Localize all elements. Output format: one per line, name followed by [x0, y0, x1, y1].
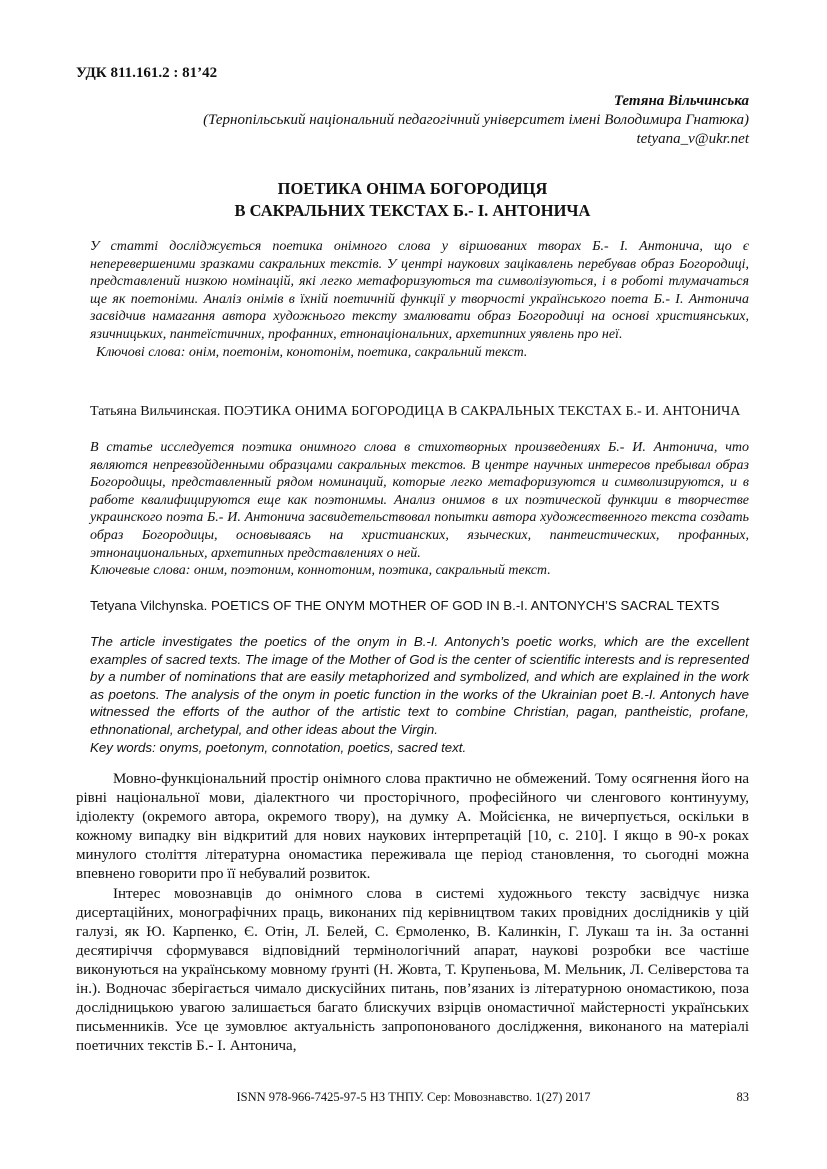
page-number: 83 — [736, 1090, 749, 1104]
keywords-ru: Ключевые слова: оним, поэтоним, коннотоним, поэтика, сакральный текст. — [90, 563, 551, 579]
author-affiliation: (Тернопільський національний педагогічний університет імені Володимира Гнатюка) — [203, 112, 749, 128]
abstract-english — [90, 633, 749, 756]
abstract-en-heading: Tetyana Vilchynska. POETICS OF THE ONYM MOTHER OF GOD IN B.-I. ANTONYCH’S SACRAL TEXTS — [90, 598, 720, 613]
abstract-russian — [90, 439, 749, 580]
article-title — [76, 178, 749, 222]
body-paragraph-2: Інтерес мовознавців до онімного слова в системі художнього тексту засвідчує низка дисертаційних, монографічних праць, виконаних під керівництвом таких провідних дослідників у цій галузі, як Ю. Карпенко, Є. Отін, Л. Белей, С. Єрмоленко, В. Калинкін, Г. Лукаш та ін. За останні десятиріччя сформувався відповідний термінологічний апарат, наукові розробки все частіше виконуються на українському мовному ґрунті (Н. Жовта, Т. Крупеньова, М. Мельник, Л. Селіверстова та ін.). Водночас зберігається чимало дискусійних питань, пов’язаних із літературною ономастикою, поза дослідницькою увагою залишається багато блискучих взірців ономастичної майстерності українських письменників. Усе це зумовлює актуальність запропонованого дослідження, виконаного на матеріалі поетичних текстів Б.- І. Антонича, — [76, 885, 749, 1055]
abstract-ru-heading: Татьяна Вильчинская. ПОЭТИКА ОНИМА БОГОРОДИЦА В САКРАЛЬНЫХ ТЕКСТАХ Б.- И. АНТОНИЧА — [90, 404, 741, 419]
abstract-ru-text: В статье исследуется поэтика онимного слова в стихотворных произведениях Б.- И. Антонича, что являются непревзойденными образцами сакральных текстов. В центре научных интересов пребывал образ Богородицы, представленный рядом номинаций, которые легко метафоризуются и символизируются, и в работе квалифицируются еще как поэтонимы. Анализ онимов в их поэтической функции в творчестве украинского поэта Б.- И. Антонича засвидетельствовал попытки автора художественного текста создать образ Богородицы, основываясь на христианских, языческих, пантеистических, профанных, этнонациональных, архетипных представлениях о ней. — [90, 440, 749, 561]
abstract-uk-text: У статті досліджується поетика онімного слова у віршованих творах Б.- І. Антонича, що є неперевершеними зразками сакральних текстів. У центрі наукових зацікавлень перебував образ Богородиці, представлений низкою номінацій, які легко метафоризуються та символізуються, і в роботі тлумачаться ще як поетоніми. Аналіз онімів в їхній поетичній функції у творчості українського поета Б.- І. Антонича засвідчив намагання автора художнього тексту змалювати образ Богородиці на основі християнських, язичницьких, пантеїстичних, профанних, етнонаціональних, архетипних уявлень про неї. — [90, 239, 749, 342]
page-footer — [0, 1090, 827, 1110]
body-paragraph-1: Мовно-функціональний простір онімного слова практично не обмежений. Тому осягнення його на рівні національної мови, діалектного чи просторічного, професійного чи сленгового континууму, ідіолекту (окремого автора, окремого твору), на думку А. Мойсієнка, не вичерпується, оскільки в кожному випадку він відкритий для нових наукових інтерпретацій [10, с. 210]. І якщо в 90-х роках минулого століття літературна ономастика переживала ще період становлення, то сьогодні можна впевнено говорити про її небувалий розвиток. — [76, 771, 749, 883]
title-line-2: В САКРАЛЬНИХ ТЕКСТАХ Б.- І. АНТОНИЧА — [234, 201, 591, 220]
author-email: tetyana_v@ukr.net — [636, 131, 749, 147]
author-block — [203, 92, 749, 149]
abstract-ukrainian — [90, 238, 749, 361]
title-line-1: ПОЕТИКА ОНІМА БОГОРОДИЦЯ — [277, 179, 548, 198]
udk-code: УДК 811.161.2 : 81’42 — [76, 65, 218, 81]
article-body — [76, 770, 749, 1056]
author-name: Тетяна Вільчинська — [613, 93, 749, 109]
keywords-en: Key words: onyms, poetonym, connotation, poetics, sacred text. — [90, 739, 467, 755]
footer-journal-info: ISNN 978-966-7425-97-5 НЗ ТНПУ. Сер: Мовознавство. 1(27) 2017 — [236, 1090, 591, 1104]
keywords-uk: Ключові слова: онім, поетонім, конотонім, поетика, сакральний текст. — [96, 344, 528, 360]
abstract-en-text: The article investigates the poetics of the onym in B.-I. Antonych’s poetic works, which are the excellent examples of sacred texts. The image of the Mother of God is the center of scientific interests and is represented by a number of nominations that are easily metaphorized and symbolized, and which are explained in the work as poetons. The analysis of the onym in poetic function in the works of the Ukrainian poet B.-I. Antonych have witnessed the efforts of the author of the artistic text to combine Christian, pagan, pantheistic, profane, ethnonational, archetypal, and other ideas about the Virgin. — [90, 634, 749, 737]
